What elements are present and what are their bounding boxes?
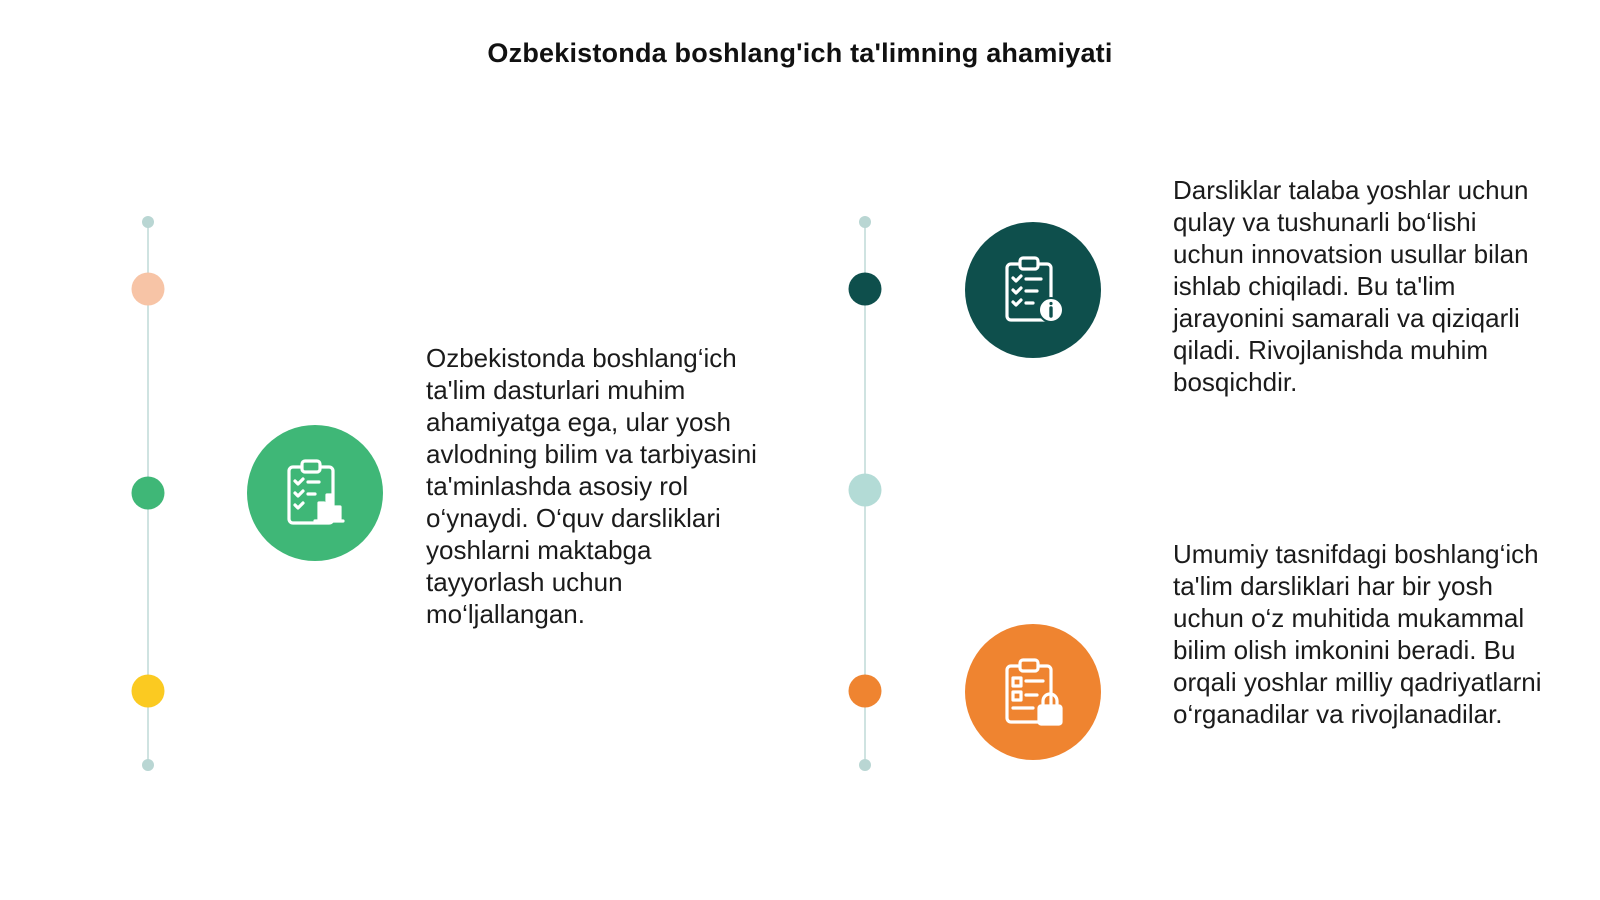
- left-description: Ozbekistonda boshlang‘ich ta'lim dasturlari muhim ahamiyatga ega, ular yosh avlodning bilim va tarbiyasini ta'minlashda asosiy rol o‘ynaydi. O‘quv darsliklari yoshlarni maktabga tayyorlash uchun mo‘ljallangan.: [426, 343, 757, 629]
- right-timeline-top-end: [859, 216, 871, 228]
- left-timeline-bottom-end: [142, 759, 154, 771]
- right-node-light-teal: [849, 474, 882, 507]
- clipboard-lock-icon: [993, 652, 1073, 732]
- right-node-orange: [849, 675, 882, 708]
- right-top-description: Darsliklar talaba yoshlar uchun qulay va tushunarli bo‘lishi uchun innovatsion usullar bilan ishlab chiqiladi. Bu ta'lim jarayonini samarali va qiziqarli qiladi. Rivojlanishda muhim bosqichdir.: [1173, 175, 1529, 397]
- right-timeline-bottom-end: [859, 759, 871, 771]
- right-node-dark-teal: [849, 273, 882, 306]
- left-node-green: [132, 477, 165, 510]
- page-title: Ozbekistonda boshlang'ich ta'limning ahamiyati: [487, 38, 1113, 68]
- right-top-badge: [965, 222, 1101, 358]
- clipboard-info-icon: [993, 250, 1073, 330]
- left-timeline-top-end: [142, 216, 154, 228]
- clipboard-chart-icon: [275, 453, 355, 533]
- left-badge: [247, 425, 383, 561]
- left-node-yellow: [132, 675, 165, 708]
- right-bottom-description: Umumiy tasnifdagi boshlang‘ich ta'lim darsliklari har bir yosh uchun o‘z muhitida mukammal bilim olish imkonini beradi. Bu orqali yoshlar milliy qadriyatlarni o‘rganadilar va rivojlanadilar.: [1173, 539, 1542, 729]
- right-bottom-badge: [965, 624, 1101, 760]
- left-node-peach: [132, 273, 165, 306]
